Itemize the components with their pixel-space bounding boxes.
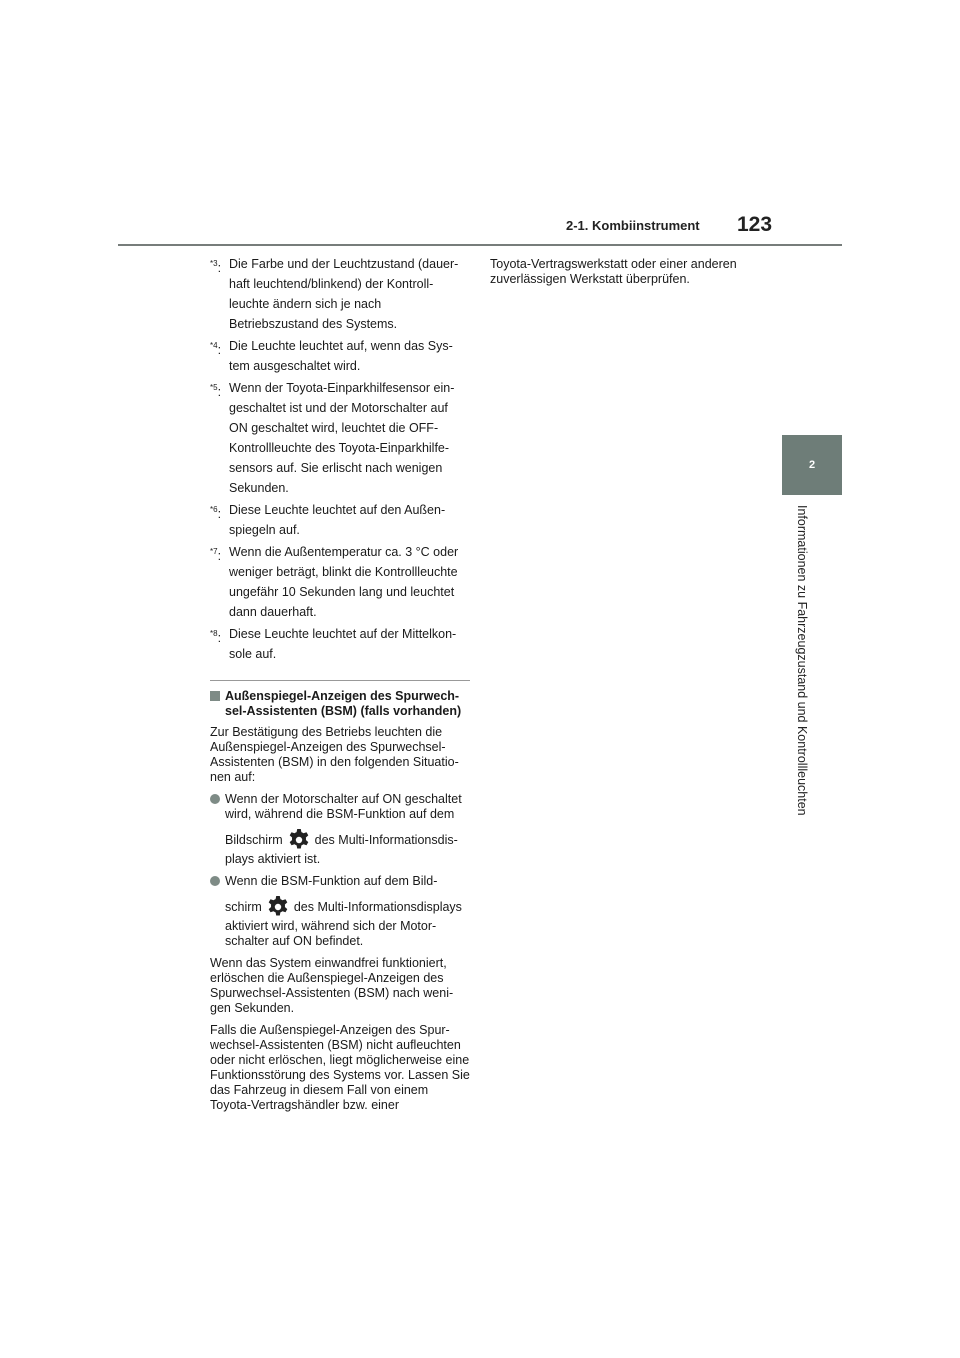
footnote: [210, 336, 470, 376]
body-paragraph: Wenn das System einwandfrei funktioniert, erlöschen die Außenspiegel-Anzeigen des Spurwechsel-Assistenten (BSM) nach weni-gen Sekunden.: [210, 956, 454, 1015]
footnote-mark: $^{*6}$:: [210, 505, 222, 521]
gear-icon: [266, 895, 290, 919]
footnote: [210, 254, 470, 334]
list-item-text: Wenn die BSM-Funktion auf dem Bild-: [225, 874, 438, 888]
footnote-text: Diese Leuchte leuchtet auf der Mittelkon-sole auf.: [229, 627, 457, 661]
list-item-body: [225, 792, 470, 867]
chapter-label: Informationen zu Fahrzeugzustand und Kontrollleuchten: [795, 505, 809, 816]
section-heading: [210, 689, 470, 719]
list-item-text: plays aktiviert ist.: [225, 852, 321, 866]
footnote: [210, 542, 470, 622]
left-column: [210, 254, 470, 1120]
footnote-mark: $^{*5}$:: [210, 383, 222, 399]
footnote: [210, 500, 470, 540]
list-item: [210, 874, 470, 949]
continued-paragraph: Toyota-Vertragswerkstatt oder einer anderen zuverlässigen Werkstatt überprüfen.: [490, 257, 737, 286]
list-item-text: schirm: [225, 899, 262, 914]
list-item-text: Bildschirm: [225, 832, 283, 847]
list-item-body: [225, 874, 470, 949]
list-item-text: des Multi-Informationsdisplays: [293, 899, 462, 914]
header-rule: [118, 244, 842, 246]
list-item-text: aktiviert wird, während sich der Motor-schalter auf ON befindet.: [225, 919, 437, 948]
footnote-text: Wenn der Toyota-Einparkhilfesensor ein-geschaltet ist und der Motorschalter auf ON geschaltet wird, leuchtet die OFF-Kontrollleuchte des Toyota-Einparkhilfe-sensors auf. Sie erlischt nach wenigen Sekunden.: [229, 381, 455, 495]
inline-icon-row: [225, 895, 470, 919]
right-column: [490, 257, 770, 287]
gear-icon: [287, 828, 311, 852]
footnote-list: [210, 254, 470, 664]
intro-paragraph: Zur Bestätigung des Betriebs leuchten die Außenspiegel-Anzeigen des Spurwechsel-Assistenten (BSM) in den folgenden Situatio-nen auf:: [210, 725, 459, 784]
footnote-mark: $^{*7}$:: [210, 547, 222, 563]
list-item-text: des Multi-Informationsdis-: [314, 832, 458, 847]
footnote-mark: $^{*3}$:: [210, 259, 222, 275]
page-number: 123: [737, 213, 773, 236]
chapter-number: 2: [808, 459, 816, 471]
bullet-dot-icon: [210, 876, 220, 886]
list-item-text: Wenn der Motorschalter auf ON geschaltet wird, während die BSM-Funktion auf dem: [225, 792, 462, 821]
square-bullet-icon: [210, 691, 220, 701]
footnote-text: Die Farbe und der Leuchtzustand (dauer-haft leuchtend/blinkend) der Kontroll-leuchte ändern sich je nach Betriebszustand des Systems.: [229, 257, 459, 331]
body-paragraph: Falls die Außenspiegel-Anzeigen des Spur-wechsel-Assistenten (BSM) nicht aufleuchten oder nicht erlöschen, liegt möglicherweise eine Funktionsstörung des Systems vor. Lassen Sie das Fahrzeug in diesem Fall von einem Toyota-Vertragshändler bzw. einer: [210, 1023, 470, 1112]
section-divider: [210, 680, 470, 681]
footnote-mark: $^{*4}$:: [210, 341, 222, 357]
section-heading-text: Außenspiegel-Anzeigen des Spurwech-sel-Assistenten (BSM) (falls vorhanden): [225, 689, 462, 718]
chapter-tab: [782, 435, 842, 495]
bullet-dot-icon: [210, 794, 220, 804]
footnote: [210, 378, 470, 498]
footnote-text: Diese Leuchte leuchtet auf den Außen-spiegeln auf.: [229, 503, 446, 537]
list-item: [210, 792, 470, 867]
footnote-text: Wenn die Außentemperatur ca. 3 °C oder weniger beträgt, blinkt die Kontrollleuchte ungefähr 10 Sekunden lang und leuchtet dann dauerhaft.: [229, 545, 459, 619]
inline-icon-row: [225, 828, 470, 852]
section-title: 2-1. Kombiinstrument: [566, 218, 700, 233]
footnote-text: Die Leuchte leuchtet auf, wenn das Sys-tem ausgeschaltet wird.: [229, 339, 453, 373]
footnote: [210, 624, 470, 664]
footnote-mark: $^{*8}$:: [210, 629, 222, 645]
